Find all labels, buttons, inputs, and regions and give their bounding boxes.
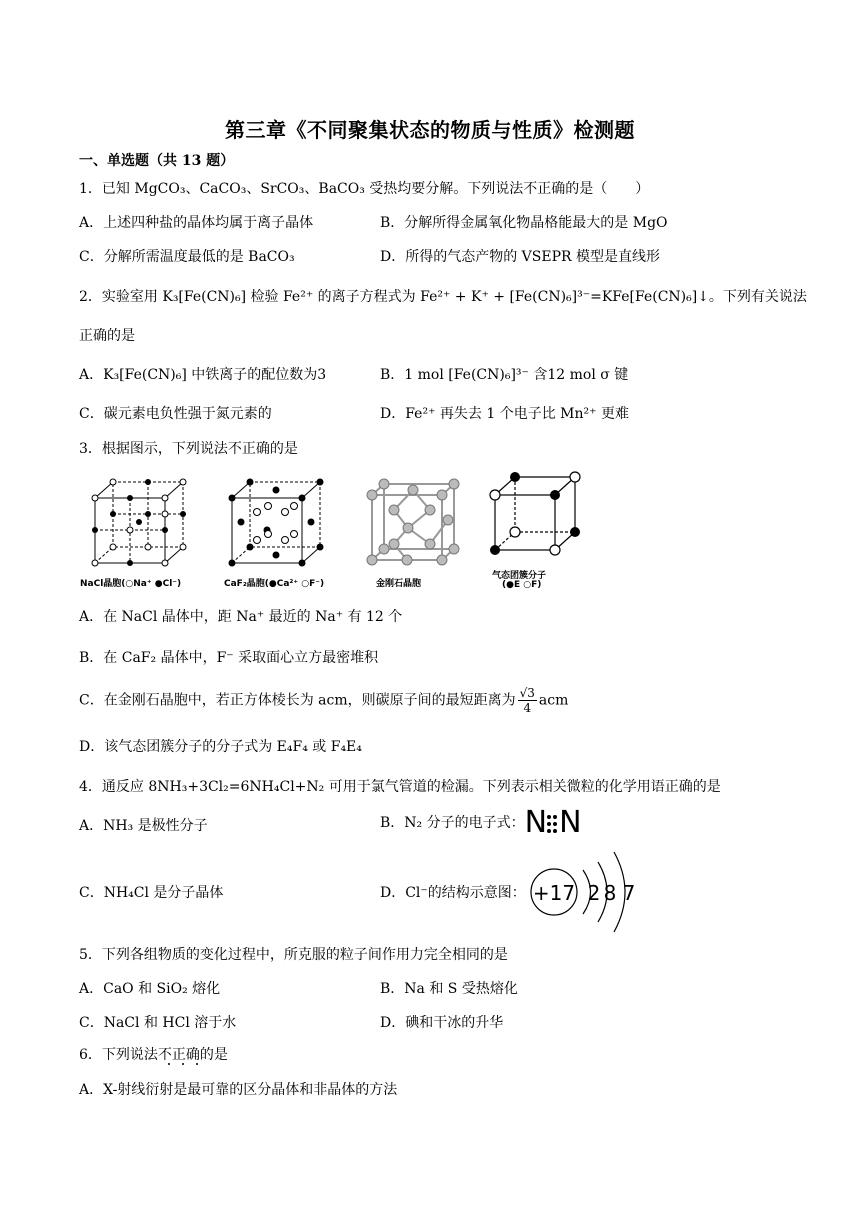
q1-option-a: A．上述四种盐的晶体均属于离子晶体 [79,215,314,231]
q6-option-a: A．X-射线衍射是最可靠的区分晶体和非晶体的方法 [79,1082,398,1098]
cluster-caption: 气态团簇分子 [492,571,547,581]
q3-option-b: B．在 CaF₂ 晶体中，F⁻ 采取面心立方最密堆积 [79,650,379,666]
q3-option-c-text: C．在金刚石晶胞中，若正方体棱长为 acm，则碳原子间的最短距离为 [79,692,516,709]
q3-option-c-unit: acm [538,692,569,709]
cluster-molecule-figure [485,470,585,570]
q4-option-b [380,806,582,840]
q4-option-c: C．NH₄Cl 是分子晶体 [79,885,224,901]
q4-option-b-text: B．N₂ 分子的电子式： [380,815,525,831]
triple-bond-dots-icon [547,813,559,833]
nucleus-charge: +17 [532,881,576,905]
cluster-caption-legend: (●E ○F) [502,580,542,590]
shell-3-electrons: 7 [622,881,636,905]
q4-stem: 4．通反应 8NH₃+3Cl₂=6NH₄Cl+N₂ 可用于氯气管道的检漏。下列表示相关微粒的化学用语正确的是 [79,779,721,795]
q3-option-a: A．在 NaCl 晶体中，距 Na⁺ 最近的 Na⁺ 有 12 个 [79,609,403,625]
caf2-unit-cell-figure [222,470,332,570]
q4-option-a: A．NH₃ 是极性分子 [79,818,208,834]
q2-option-d: D．Fe²⁺ 再失去 1 个电子比 Mn²⁺ 更难 [380,406,629,422]
q2-option-a: A．K₃[Fe(CN)₆] 中铁离子的配位数为3 [79,367,327,383]
diamond-caption: 金刚石晶胞 [376,579,422,589]
q1-option-b: B．分解所得金属氧化物晶格能最大的是 MgO [380,215,668,231]
q5-option-d: D．碘和干冰的升华 [380,1015,504,1031]
q6-stem: 6．下列说法不正确的是 [79,1047,228,1063]
q1-option-c: C．分解所需温度最低的是 BaCO₃ [79,249,295,265]
q5-option-c: C．NaCl 和 HCl 溶于水 [79,1015,237,1031]
diamond-unit-cell-figure [362,470,462,570]
fraction-denominator: 4 [523,701,532,715]
page-title: 第三章《不同聚集状态的物质与性质》检测题 [225,118,635,142]
q5-option-b: B．Na 和 S 受热熔化 [380,981,518,997]
q3-stem: 3．根据图示，下列说法不正确的是 [79,441,298,457]
q2-option-c: C．碳元素电负性强于氮元素的 [79,406,272,422]
q2-stem: 2．实验室用 K₃[Fe(CN)₆] 检验 Fe²⁺ 的离子方程式为 Fe²⁺ + K⁺ + [Fe(CN)₆]³⁻=KFe[Fe(CN)₆]↓。下列有关说法 [79,289,807,305]
nitrogen-symbol-right: N [559,805,582,840]
fraction-numerator: √3 [519,686,535,700]
fraction [518,686,537,715]
q3-option-c [79,686,568,715]
section-heading: 一、单选题（共 13 题） [79,153,235,169]
q1-option-d: D．所得的气态产物的 VSEPR 模型是直线形 [380,249,661,265]
chloride-ion-structure-diagram [528,850,648,934]
q5-option-a: A．CaO 和 SiO₂ 熔化 [79,981,221,997]
nacl-unit-cell-figure [85,470,195,570]
q5-stem: 5．下列各组物质的变化过程中，所克服的粒子间作用力完全相同的是 [79,947,508,963]
emphasis-dots [166,1063,206,1069]
q2-option-b: B．1 mol [Fe(CN)₆]³⁻ 含12 mol σ 键 [380,367,629,383]
shell-2-electrons: 8 [603,881,617,905]
q1-stem: 1．已知 MgCO₃、CaCO₃、SrCO₃、BaCO₃ 受热均要分解。下列说法不正确的是（ ） [79,181,650,197]
caf2-caption: CaF₂晶胞(●Ca²⁺ ○F⁻) [224,579,325,589]
q4-option-d: D．Cl⁻的结构示意图： [380,885,526,901]
q3-option-d: D．该气态团簇分子的分子式为 E₄F₄ 或 F₄E₄ [79,739,362,755]
nacl-caption: NaCl晶胞(○Na⁺ ●Cl⁻) [80,579,182,589]
shell-1-electrons: 2 [587,881,601,905]
nitrogen-symbol-left: N [524,805,548,840]
q2-stem-cont: 正确的是 [79,328,135,344]
